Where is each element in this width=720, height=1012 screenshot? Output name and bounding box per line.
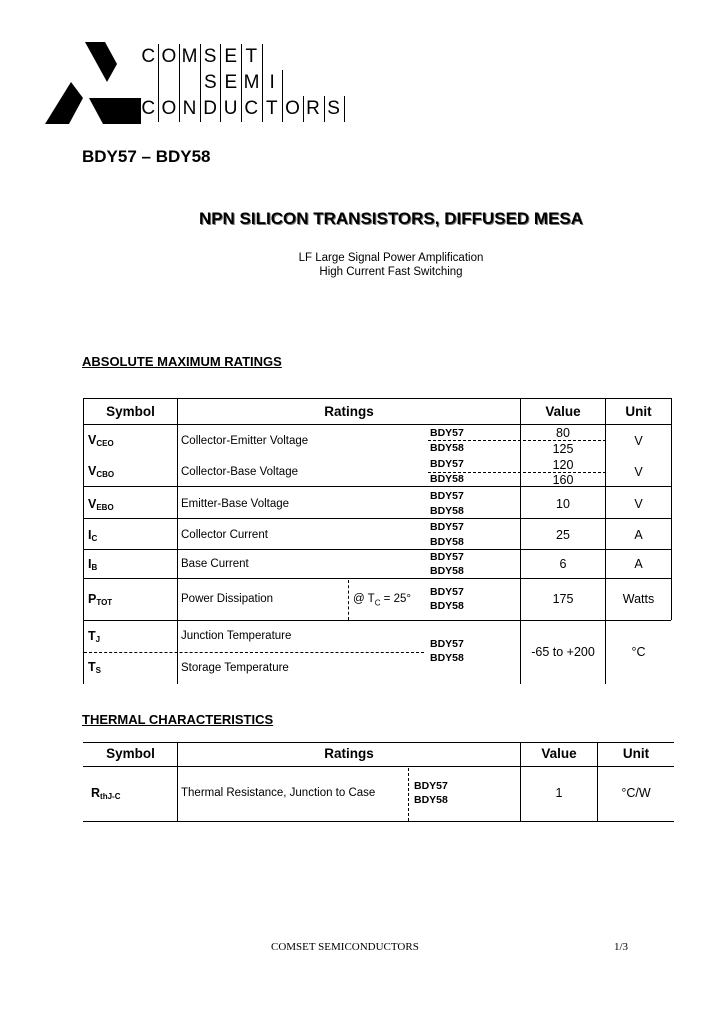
unit-cell: V: [634, 465, 643, 479]
value-cell: 125: [552, 442, 574, 456]
col-header-unit: Unit: [622, 746, 650, 761]
col-header-value: Value: [545, 404, 581, 419]
logo-text-comset: C O M S E T: [141, 46, 258, 67]
page-title: NPN SILICON TRANSISTORS, DIFFUSED MESA: [198, 209, 584, 228]
rating-label: Base Current: [181, 558, 249, 570]
symbol-ptot: $P_{TOT}$: [88, 592, 113, 607]
device-label: BDY58: [430, 473, 464, 485]
symbol-ib: $I_B$: [88, 557, 98, 572]
symbol-rthjc: $R_{thJ-C}$: [91, 786, 121, 801]
rating-label: Emitter-Base Voltage: [181, 498, 290, 510]
col-header-ratings: Ratings: [324, 746, 374, 761]
value-cell: -65 to +200: [531, 645, 595, 659]
model-number: BDY57 – BDY58: [82, 147, 211, 166]
value-cell: 1: [555, 786, 563, 800]
section-heading-thermal: THERMAL CHARACTERISTICS: [82, 712, 274, 727]
rating-label: Thermal Resistance, Junction to Case: [181, 787, 376, 799]
device-label: BDY58: [414, 794, 448, 806]
unit-cell: A: [634, 528, 643, 542]
device-label: BDY58: [430, 652, 464, 664]
device-label: BDY57: [430, 586, 464, 598]
value-cell: 80: [556, 426, 570, 440]
symbol-ts: $T_S$: [88, 660, 101, 675]
device-label: BDY57: [430, 458, 464, 470]
subtitle-line-2: High Current Fast Switching: [319, 266, 463, 278]
value-cell: 6: [559, 557, 567, 571]
logo-text-conductors: C O N D U C T O R S: [141, 98, 340, 119]
col-header-symbol: Symbol: [106, 746, 155, 761]
rating-label: Collector-Emitter Voltage: [181, 435, 309, 447]
col-header-symbol: Symbol: [106, 404, 155, 419]
device-label: BDY57: [430, 638, 464, 650]
unit-cell: A: [634, 557, 643, 571]
unit-cell: °C: [631, 645, 646, 659]
section-heading-abs-max: ABSOLUTE MAXIMUM RATINGS: [82, 354, 282, 369]
unit-cell: V: [634, 497, 643, 511]
device-label: BDY58: [430, 536, 464, 548]
col-header-value: Value: [541, 746, 577, 761]
value-cell: 25: [556, 528, 570, 542]
footer-company: COMSET SEMICONDUCTORS: [271, 941, 419, 953]
value-cell: 120: [552, 458, 574, 472]
device-label: BDY58: [430, 565, 464, 577]
device-label: BDY57: [414, 780, 448, 792]
unit-cell: °C/W: [621, 786, 651, 800]
condition-label: @ $T_C = 25^\circ$: [353, 593, 411, 608]
rating-label: Junction Temperature: [181, 630, 292, 642]
value-cell: 175: [552, 592, 574, 606]
symbol-tj: $T_J$: [88, 629, 101, 644]
value-cell: 160: [552, 473, 574, 487]
device-label: BDY57: [430, 427, 464, 439]
company-logo-icon: [45, 42, 141, 124]
device-label: BDY58: [430, 600, 464, 612]
symbol-vceo: $V_{CEO}$: [88, 433, 114, 448]
device-label: BDY57: [430, 551, 464, 563]
subtitle-line-1: LF Large Signal Power Amplification: [298, 252, 484, 264]
unit-cell: Watts: [622, 592, 655, 606]
footer-page-number: 1/3: [614, 941, 629, 953]
device-label: BDY57: [430, 521, 464, 533]
device-label: BDY58: [430, 505, 464, 517]
col-header-unit: Unit: [625, 404, 652, 419]
rating-label: Collector-Base Voltage: [181, 466, 298, 478]
col-header-ratings: Ratings: [324, 404, 374, 419]
rating-label: Power Dissipation: [181, 593, 274, 605]
logo-text-semi: S E M I: [203, 72, 275, 93]
symbol-ic: $I_C$: [88, 528, 98, 543]
value-cell: 10: [556, 497, 570, 511]
device-label: BDY58: [430, 442, 464, 454]
rating-label: Storage Temperature: [181, 662, 289, 674]
unit-cell: V: [634, 434, 643, 448]
device-label: BDY57: [430, 490, 464, 502]
rating-label: Collector Current: [181, 529, 268, 541]
symbol-vebo: $V_{EBO}$: [88, 497, 114, 512]
symbol-vcbo: $V_{CBO}$: [88, 464, 115, 479]
